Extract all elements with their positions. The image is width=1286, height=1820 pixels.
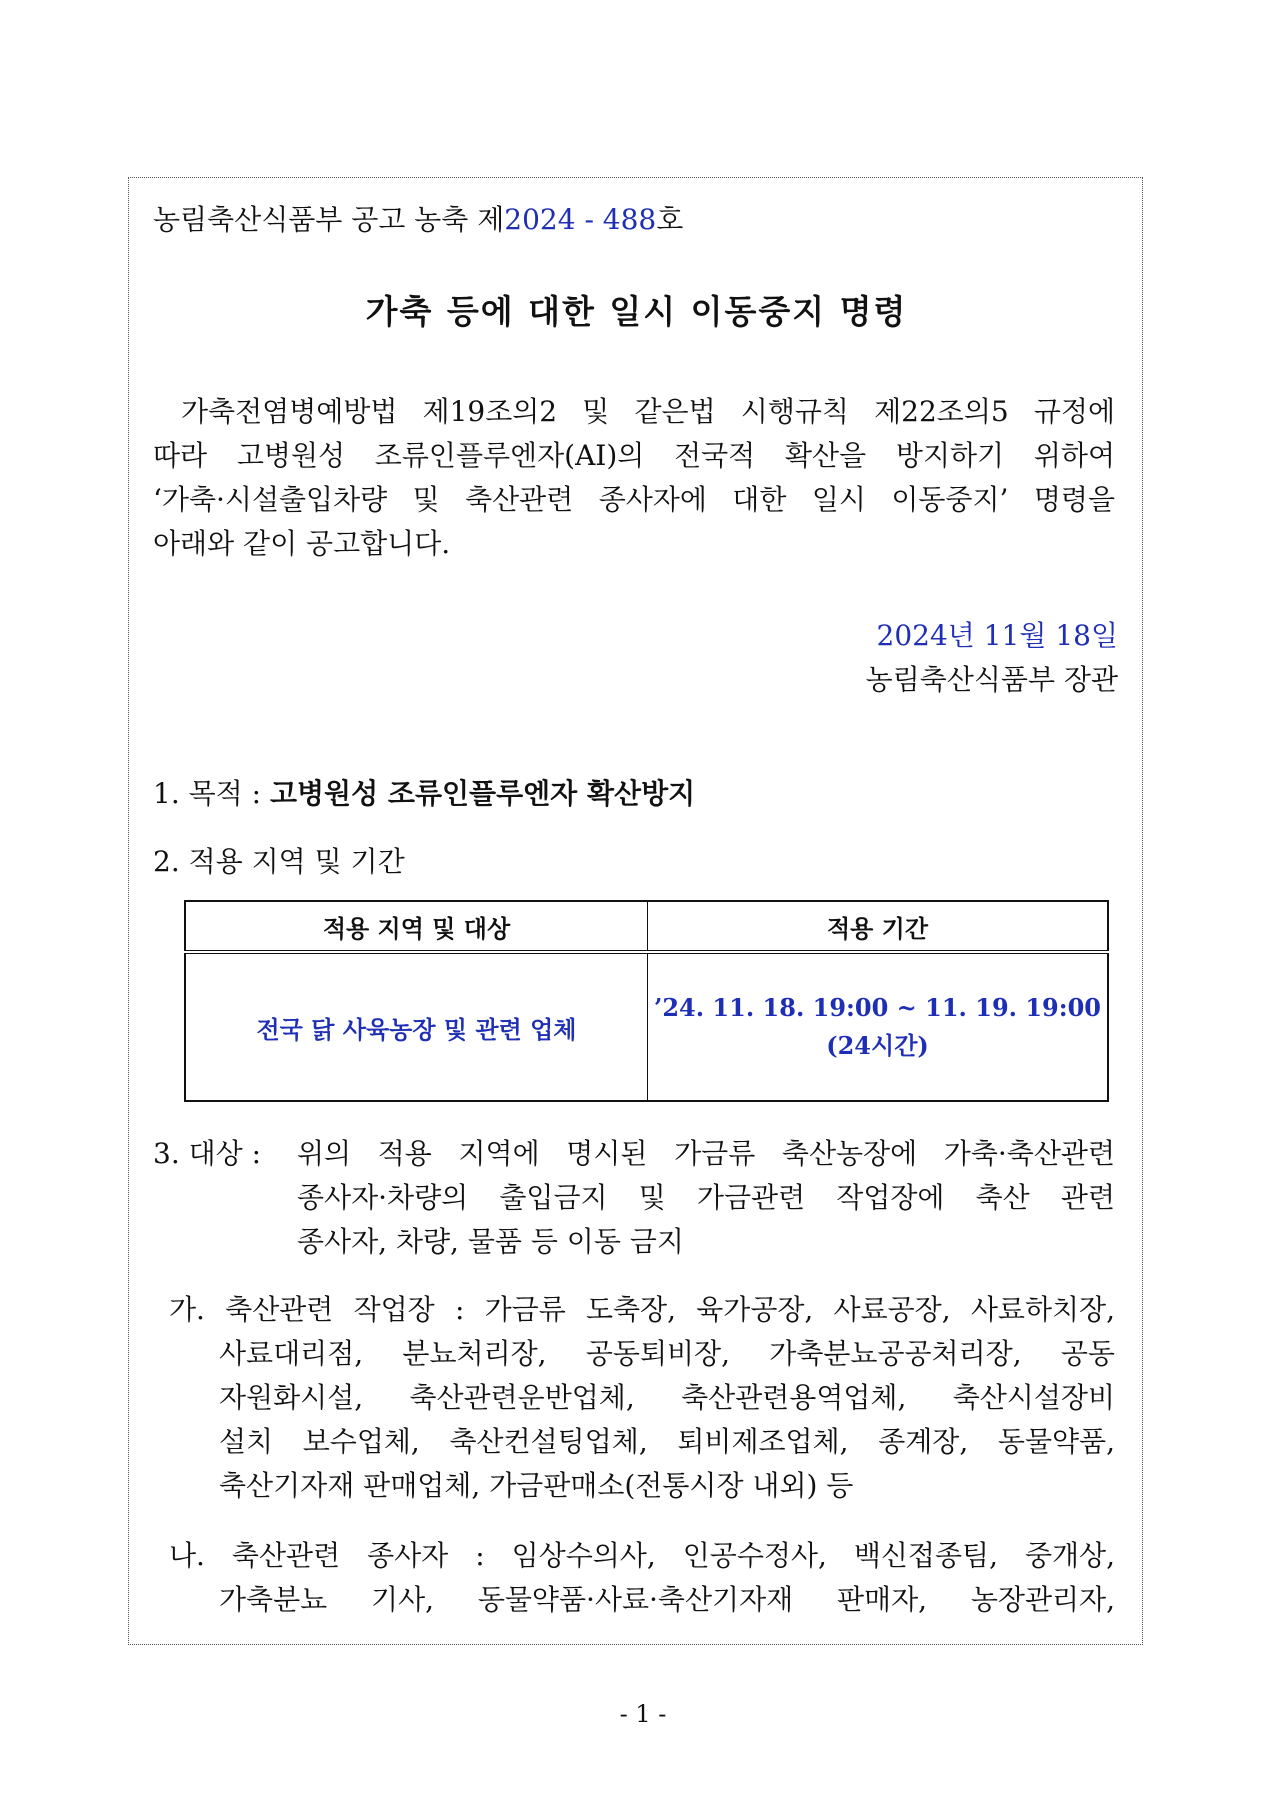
item-ga-line-1: 가. 축산관련 작업장 : 가금류 도축장, 육가공장, 사료공장, 사료하치장, xyxy=(169,1293,1115,1326)
intro-line-1: 가축전염병예방법 제19조의2 및 같은법 시행규칙 제22조의5 규정에 xyxy=(181,395,1115,428)
table-header-row xyxy=(185,901,1108,952)
notice-issuer: 농림축산식품부 장관 xyxy=(865,663,1118,696)
item-na-line-2: 가축분뇨 기사, 동물약품·사료·축산기자재 판매자, 농장관리자, xyxy=(219,1583,1115,1616)
target-line-3: 종사자, 차량, 물품 등 이동 금지 xyxy=(297,1225,684,1258)
period-duration: (24시간) xyxy=(826,1031,929,1060)
target-line-1: 위의 적용 지역에 명시된 가금류 축산농장에 가축·축산관련 xyxy=(297,1137,1115,1170)
notice-number xyxy=(153,200,683,240)
scope-heading: 2. 적용 지역 및 기간 xyxy=(153,845,405,878)
scope-table xyxy=(184,900,1109,1102)
target-line-2: 종사자·차량의 출입금지 및 가금관련 작업장에 축산 관련 xyxy=(297,1181,1115,1214)
item-ga-line-4: 설치 보수업체, 축산컨설팅업체, 퇴비제조업체, 종계장, 동물약품, xyxy=(219,1425,1115,1458)
item-ga-line-5: 축산기자재 판매업체, 가금판매소(전통시장 내외) 등 xyxy=(219,1469,854,1502)
target-label: 3. 대상 : xyxy=(153,1137,262,1170)
item-ga-line-3: 자원화시설, 축산관련운반업체, 축산관련용역업체, 축산시설장비 xyxy=(219,1381,1115,1414)
purpose-label: 1. 목적 : xyxy=(153,777,270,810)
table-cell-period xyxy=(648,952,1109,1101)
page-title: 가축 등에 대한 일시 이동중지 명령 xyxy=(365,292,908,331)
item-ga-line-2: 사료대리점, 분뇨처리장, 공동퇴비장, 가축분뇨공공처리장, 공동 xyxy=(219,1337,1115,1370)
purpose-line xyxy=(153,774,695,814)
notice-frame xyxy=(128,177,1143,1645)
table-cell-region: 전국 닭 사육농장 및 관련 업체 xyxy=(185,952,648,1101)
intro-line-3: ‘가축·시설출입차량 및 축산관련 종사자에 대한 일시 이동중지’ 명령을 xyxy=(153,483,1115,516)
notice-prefix: 농림축산식품부 공고 농축 제 xyxy=(153,203,505,236)
purpose-value: 고병원성 조류인플루엔자 확산방지 xyxy=(269,777,696,810)
notice-suffix: 호 xyxy=(656,203,684,236)
table-row xyxy=(185,952,1108,1101)
notice-date: 2024년 11월 18일 xyxy=(876,619,1118,652)
intro-line-4: 아래와 같이 공고합니다. xyxy=(153,527,451,560)
page-number: - 1 - xyxy=(619,1700,667,1728)
item-na-line-1: 나. 축산관련 종사자 : 임상수의사, 인공수정사, 백신접종팀, 중개상, xyxy=(169,1539,1115,1572)
table-header-period: 적용 기간 xyxy=(648,901,1109,952)
table-header-region: 적용 지역 및 대상 xyxy=(185,901,648,952)
period-range: ’24. 11. 18. 19:00 ~ 11. 19. 19:00 xyxy=(653,993,1102,1022)
intro-line-2: 따라 고병원성 조류인플루엔자(AI)의 전국적 확산을 방지하기 위하여 xyxy=(153,439,1115,472)
notice-number-value: 2024 - 488 xyxy=(504,203,657,236)
